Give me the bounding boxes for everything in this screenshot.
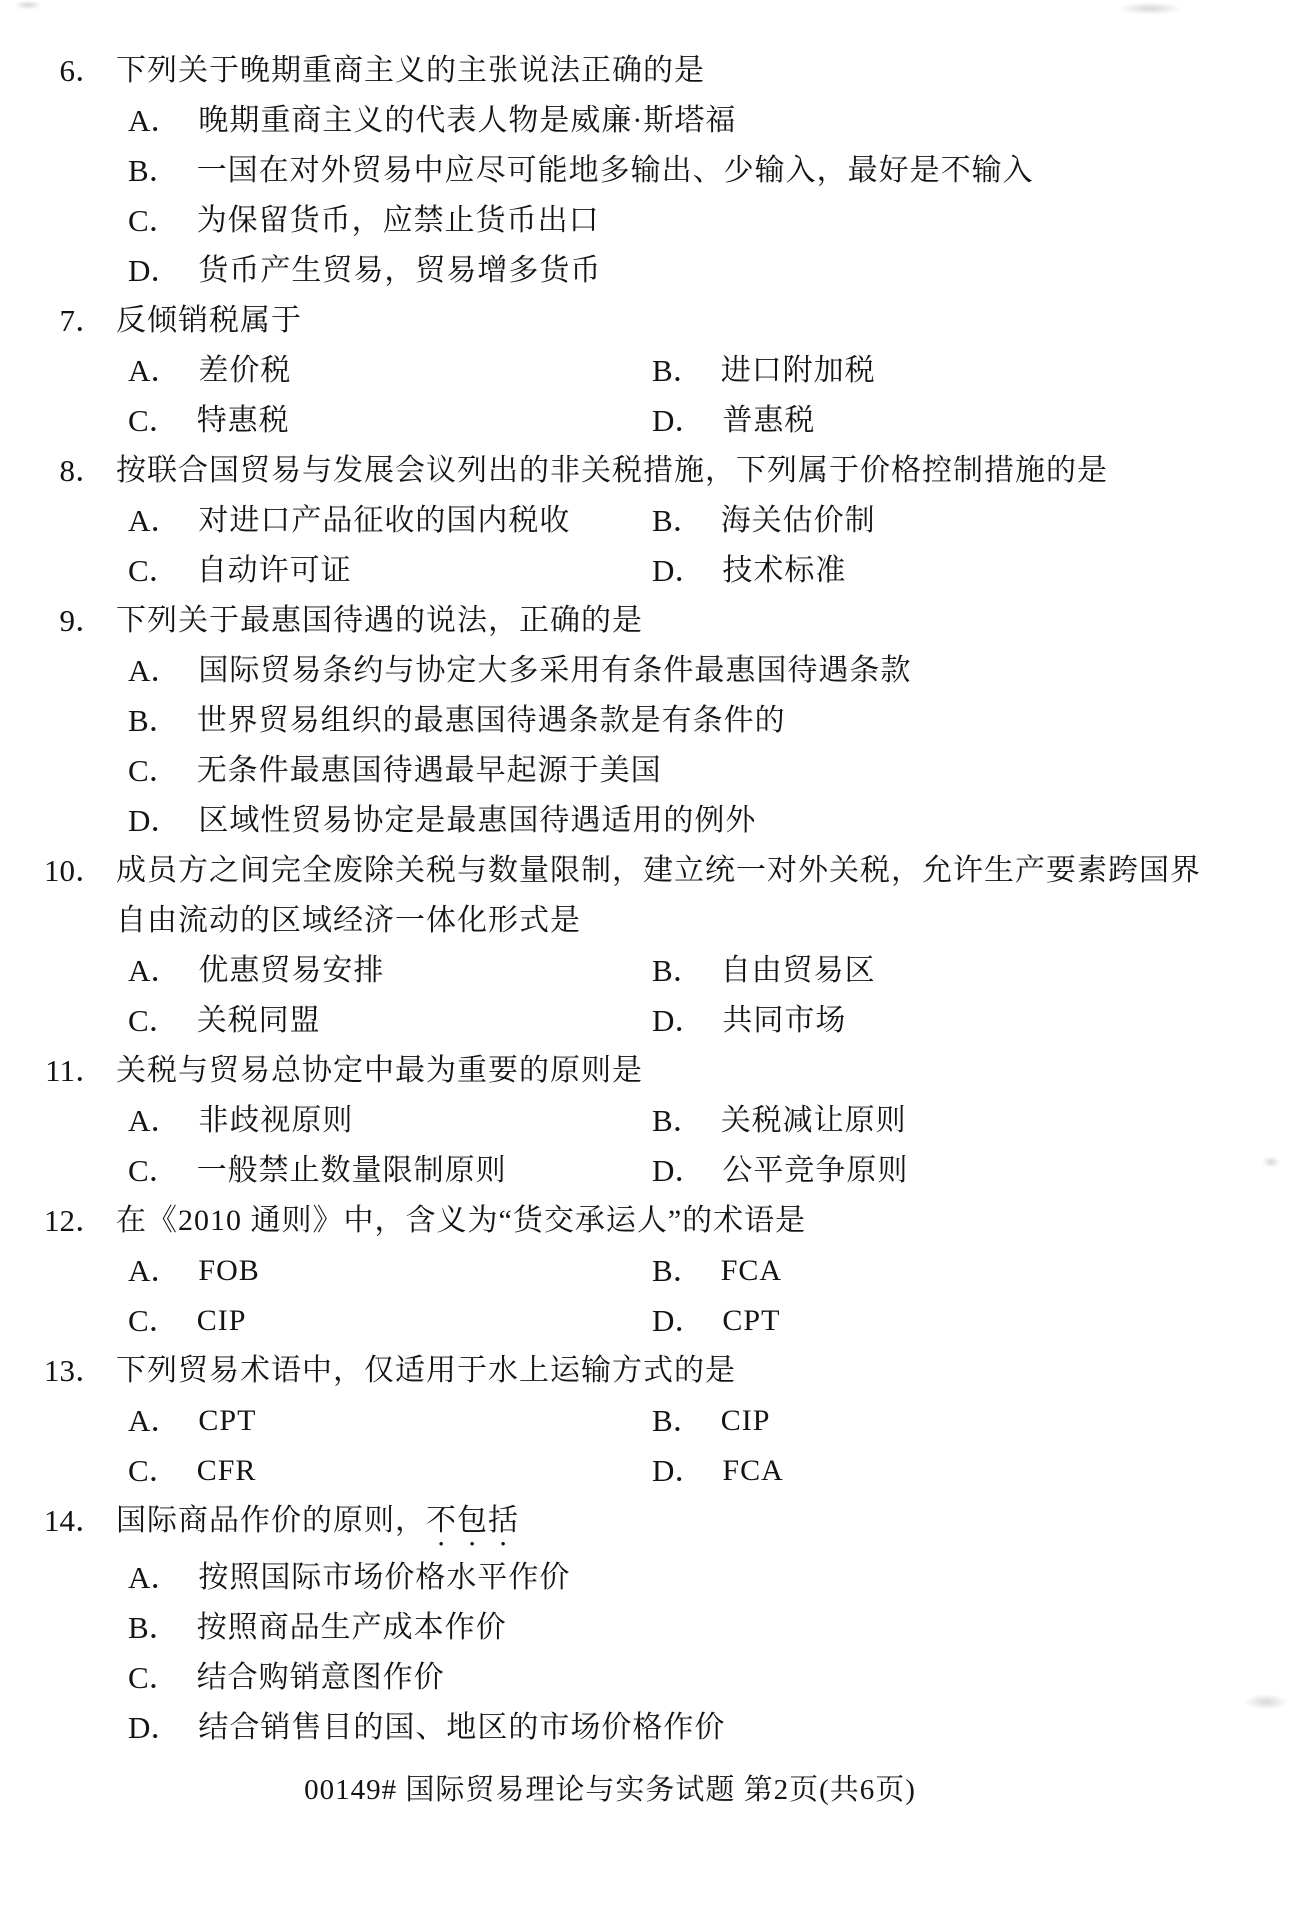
option-label: B． bbox=[652, 953, 704, 988]
option-c bbox=[128, 396, 652, 446]
option-a bbox=[0, 646, 1300, 696]
option-text: 海关估价制 bbox=[720, 504, 876, 537]
option-a bbox=[128, 496, 652, 546]
option-c bbox=[0, 746, 1300, 796]
option-text: 结合购销意图作价 bbox=[196, 1661, 445, 1694]
question-stem: 在《2010 通则》中，含义为“货交承运人”的术语是 bbox=[116, 1204, 807, 1237]
option-label: B． bbox=[652, 1253, 704, 1288]
option-row bbox=[0, 946, 1300, 996]
question-6 bbox=[0, 46, 1300, 296]
option-row bbox=[0, 1096, 1300, 1146]
option-text: 为保留货币，应禁止货币出口 bbox=[196, 204, 600, 237]
option-d bbox=[652, 1446, 1300, 1496]
option-text: 公平竞争原则 bbox=[722, 1154, 909, 1187]
option-text: FCA bbox=[722, 1454, 784, 1487]
option-text: 进口附加税 bbox=[720, 354, 876, 387]
option-label: D． bbox=[652, 1153, 706, 1188]
option-c bbox=[0, 1653, 1300, 1703]
option-label: B． bbox=[652, 1403, 704, 1438]
option-text: 按照国际市场价格水平作价 bbox=[198, 1561, 571, 1594]
question-number: 12． bbox=[44, 1203, 106, 1238]
option-c bbox=[128, 1296, 652, 1346]
option-row bbox=[0, 546, 1300, 596]
option-text: 特惠税 bbox=[196, 404, 290, 437]
option-d bbox=[652, 396, 1300, 446]
option-text: 货币产生贸易，贸易增多货币 bbox=[198, 254, 602, 287]
option-label: D． bbox=[652, 553, 706, 588]
question-stem: 下列贸易术语中，仅适用于水上运输方式的是 bbox=[116, 1354, 736, 1387]
option-label: A． bbox=[128, 353, 182, 388]
option-label: D． bbox=[128, 803, 182, 838]
option-text: FOB bbox=[198, 1254, 260, 1287]
option-a bbox=[0, 96, 1300, 146]
option-a bbox=[128, 1096, 652, 1146]
option-c bbox=[128, 996, 652, 1046]
option-d bbox=[0, 246, 1300, 296]
option-label: B． bbox=[128, 1610, 180, 1645]
question-14 bbox=[0, 1496, 1300, 1753]
question-13 bbox=[0, 1346, 1300, 1496]
option-text: 普惠税 bbox=[722, 404, 816, 437]
question-stem: 反倾销税属于 bbox=[116, 304, 302, 337]
question-stem: 成员方之间完全废除关税与数量限制，建立统一对外关税，允许生产要素跨国界自由流动的区域经济一体化形式是 bbox=[116, 854, 1201, 937]
option-text: 自动许可证 bbox=[196, 554, 352, 587]
option-label: A． bbox=[128, 1253, 182, 1288]
option-c bbox=[128, 1446, 652, 1496]
option-label: C． bbox=[128, 1660, 180, 1695]
option-label: D． bbox=[652, 403, 706, 438]
option-text: CPT bbox=[198, 1404, 257, 1437]
option-label: B． bbox=[652, 1103, 704, 1138]
option-a bbox=[128, 1246, 652, 1296]
option-b bbox=[652, 1246, 1300, 1296]
option-label: C． bbox=[128, 553, 180, 588]
option-label: D． bbox=[128, 253, 182, 288]
option-label: A． bbox=[128, 1403, 182, 1438]
option-label: B． bbox=[128, 153, 180, 188]
option-label: A． bbox=[128, 1103, 182, 1138]
option-text: 技术标准 bbox=[722, 554, 847, 587]
stem-text: 国际商品作价的原则， bbox=[116, 1504, 426, 1537]
option-text: 一国在对外贸易中应尽可能地多输出、少输入，最好是不输入 bbox=[196, 154, 1034, 187]
question-stem: 下列关于晚期重商主义的主张说法正确的是 bbox=[116, 54, 705, 87]
question-number: 11． bbox=[45, 1053, 106, 1088]
option-d bbox=[0, 1703, 1300, 1753]
option-row bbox=[0, 996, 1300, 1046]
option-label: D． bbox=[652, 1303, 706, 1338]
question-8 bbox=[0, 446, 1300, 596]
question-number: 14． bbox=[44, 1503, 106, 1538]
option-row bbox=[0, 346, 1300, 396]
question-7 bbox=[0, 296, 1300, 446]
option-text: 关税减让原则 bbox=[720, 1104, 907, 1137]
option-b bbox=[0, 146, 1300, 196]
option-text: CPT bbox=[722, 1304, 781, 1337]
option-label: C． bbox=[128, 403, 180, 438]
option-b bbox=[652, 946, 1300, 996]
stem-emphasized-text: 不包括 bbox=[426, 1504, 519, 1537]
option-text: 无条件最惠国待遇最早起源于美国 bbox=[196, 754, 662, 787]
option-text: 自由贸易区 bbox=[720, 954, 876, 987]
question-number: 13． bbox=[44, 1353, 106, 1388]
option-text: 优惠贸易安排 bbox=[198, 954, 385, 987]
option-label: A． bbox=[128, 953, 182, 988]
option-text: 晚期重商主义的代表人物是威廉·斯塔福 bbox=[198, 104, 737, 137]
option-text: 国际贸易条约与协定大多采用有条件最惠国待遇条款 bbox=[198, 654, 912, 687]
option-label: C． bbox=[128, 1453, 180, 1488]
option-c bbox=[128, 546, 652, 596]
option-b bbox=[652, 1096, 1300, 1146]
option-label: B． bbox=[652, 503, 704, 538]
option-a bbox=[128, 346, 652, 396]
option-text: 世界贸易组织的最惠国待遇条款是有条件的 bbox=[196, 704, 786, 737]
option-d bbox=[652, 1296, 1300, 1346]
option-label: A． bbox=[128, 653, 182, 688]
option-label: C． bbox=[128, 203, 180, 238]
option-label: B． bbox=[652, 353, 704, 388]
question-stem bbox=[106, 1496, 1300, 1553]
question-number: 6． bbox=[59, 53, 106, 88]
option-b bbox=[0, 696, 1300, 746]
option-text: 结合销售目的国、地区的市场价格作价 bbox=[198, 1711, 726, 1744]
question-stem: 关税与贸易总协定中最为重要的原则是 bbox=[116, 1054, 643, 1087]
option-text: CIP bbox=[196, 1304, 247, 1337]
option-a bbox=[128, 946, 652, 996]
option-label: C． bbox=[128, 1303, 180, 1338]
question-stem: 下列关于最惠国待遇的说法，正确的是 bbox=[116, 604, 643, 637]
option-text: 一般禁止数量限制原则 bbox=[196, 1154, 507, 1187]
option-d bbox=[652, 996, 1300, 1046]
option-text: 按照商品生产成本作价 bbox=[196, 1611, 507, 1644]
question-11 bbox=[0, 1046, 1300, 1196]
question-stem: 按联合国贸易与发展会议列出的非关税措施，下列属于价格控制措施的是 bbox=[116, 454, 1108, 487]
option-row bbox=[0, 1396, 1300, 1446]
option-c bbox=[0, 196, 1300, 246]
option-text: 共同市场 bbox=[722, 1004, 847, 1037]
option-label: C． bbox=[128, 753, 180, 788]
option-b bbox=[652, 1396, 1300, 1446]
option-label: C． bbox=[128, 1153, 180, 1188]
option-text: CFR bbox=[196, 1454, 257, 1487]
option-row bbox=[0, 396, 1300, 446]
option-d bbox=[0, 796, 1300, 846]
option-label: D． bbox=[652, 1003, 706, 1038]
option-text: 差价税 bbox=[198, 354, 292, 387]
option-c bbox=[128, 1146, 652, 1196]
question-number: 10． bbox=[44, 853, 106, 888]
option-b bbox=[652, 496, 1300, 546]
option-row bbox=[0, 1296, 1300, 1346]
option-text: 对进口产品征收的国内税收 bbox=[198, 504, 571, 537]
option-row bbox=[0, 1146, 1300, 1196]
option-b bbox=[0, 1603, 1300, 1653]
option-label: B． bbox=[128, 703, 180, 738]
option-label: D． bbox=[128, 1710, 182, 1745]
option-a bbox=[128, 1396, 652, 1446]
question-number: 7． bbox=[59, 303, 106, 338]
option-row bbox=[0, 496, 1300, 546]
page-footer: 00149# 国际贸易理论与实务试题 第2页(共6页) bbox=[304, 1774, 916, 1806]
option-b bbox=[652, 346, 1300, 396]
option-row bbox=[0, 1446, 1300, 1496]
question-10 bbox=[0, 846, 1300, 1046]
option-text: 关税同盟 bbox=[196, 1004, 321, 1037]
question-12 bbox=[0, 1196, 1300, 1346]
option-label: A． bbox=[128, 103, 182, 138]
option-label: A． bbox=[128, 503, 182, 538]
option-text: 区域性贸易协定是最惠国待遇适用的例外 bbox=[198, 804, 757, 837]
option-text: 非歧视原则 bbox=[198, 1104, 354, 1137]
option-d bbox=[652, 546, 1300, 596]
option-row bbox=[0, 1246, 1300, 1296]
option-d bbox=[652, 1146, 1300, 1196]
question-number: 8． bbox=[59, 453, 106, 488]
question-number: 9． bbox=[59, 603, 106, 638]
option-text: FCA bbox=[720, 1254, 783, 1287]
option-label: D． bbox=[652, 1453, 706, 1488]
option-a bbox=[0, 1553, 1300, 1603]
option-label: A． bbox=[128, 1560, 182, 1595]
option-label: C． bbox=[128, 1003, 180, 1038]
option-text: CIP bbox=[720, 1404, 771, 1437]
question-9 bbox=[0, 596, 1300, 846]
